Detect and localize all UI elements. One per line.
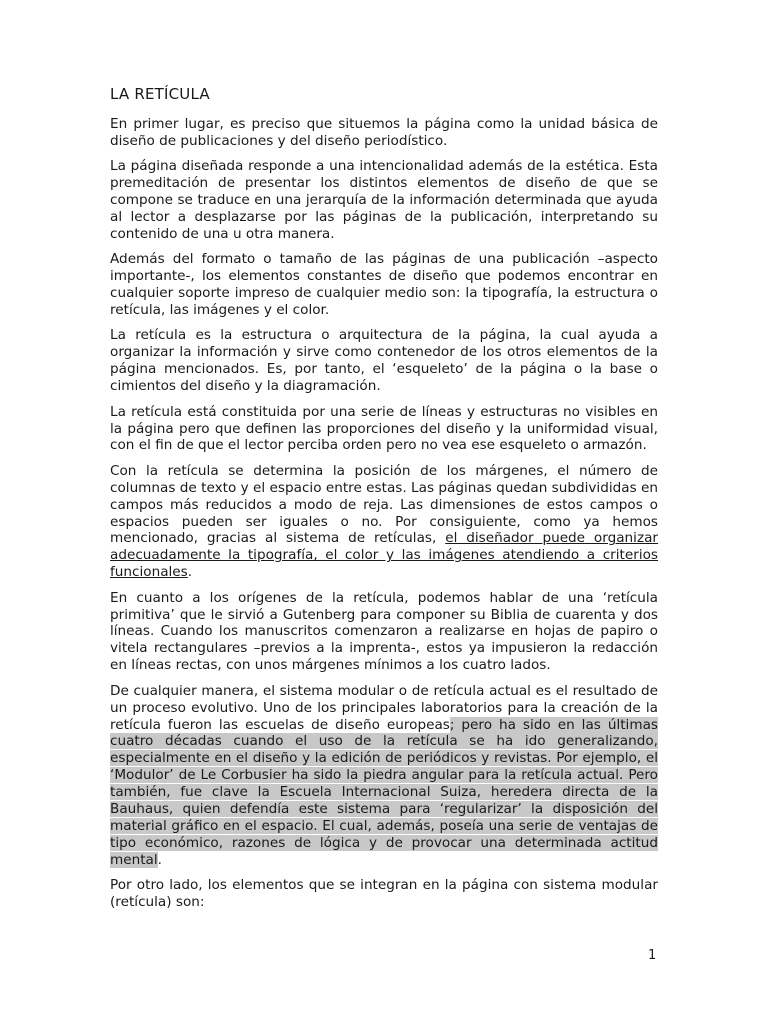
document-page <box>110 84 658 919</box>
paragraph-9: Por otro lado, los elementos que se integran en la página con sistema modular (retícula) son: <box>110 877 658 911</box>
document-title: LA RETÍCULA <box>110 85 210 103</box>
paragraph-8 <box>110 683 658 869</box>
paragraph-1: En primer lugar, es preciso que situemos la página como la unidad básica de diseño de publicaciones y del diseño periodístico. <box>110 116 658 149</box>
paragraph-8-end: . <box>157 851 162 868</box>
paragraph-6-text: Con la retícula se determina la posición de los márgenes, el número de columnas de texto y el espacio entre estas. Las páginas quedan subdivididas en campos más reducidos a modo de reja. Las dimensiones de estos campos o espacios pueden ser iguales o no. Por consiguiente, como ya hemos mencionado, gracias al sistema de retículas, <box>110 462 658 547</box>
paragraph-7: En cuanto a los orígenes de la retícula, podemos hablar de una ‘retícula primitiva’ que le sirvió a Gutenberg para componer su Biblia de cuarenta y dos líneas. Cuando los manuscritos comenzaron a realizarse en hojas de papiro o vitela rectangulares –previos a la imprenta-, estos ya impusieron la redacción en líneas rectas, con unos márgenes mínimos a los cuatro lados. <box>110 589 658 674</box>
paragraph-6-end: . <box>187 564 193 581</box>
paragraph-6-underlined-text: el diseñador puede organizar adecuadamente la tipografía, el color y las imágenes atendiendo a criterios funcionales <box>110 530 659 581</box>
paragraph-6 <box>110 463 658 581</box>
paragraph-8-highlighted-text: ; pero ha sido en las últimas cuatro décadas cuando el uso de la retícula se ha ido generalizando, especialmente en el diseño y la edición de periódicos y revistas. Por ejemplo, el ‘Modulor’ de Le Corbusier ha sido la piedra angular para la retícula actual. Pero también, fue clave la Escuela Internacional Suiza, heredera directa de la Bauhaus, quien defendía este sistema para ‘regularizar’ la disposición del material gráfico en el espacio. El cual, además, poseía una serie de ventajas de tipo económico, razones de lógica y de provocar una determinada actitud mental <box>110 716 658 868</box>
paragraph-4: La retícula es la estructura o arquitectura de la página, la cual ayuda a organizar la información y sirve como contenedor de los otros elementos de la página mencionados. Es, por tanto, el ‘esqueleto’ de la página o la base o cimientos del diseño y la diagramación. <box>110 327 658 395</box>
paragraph-8-text: De cualquier manera, el sistema modular o de retícula actual es el resultado de un proceso evolutivo. Uno de los principales laboratorios para la creación de la retícula fueron las escuelas de diseño europeas <box>110 682 658 733</box>
paragraph-2: La página diseñada responde a una intencionalidad además de la estética. Esta premeditación de presentar los distintos elementos de diseño de que se compone se traduce en una jerarquía de la información determinada que ayuda al lector a desplazarse por las páginas de la publicación, interpretando su contenido de una u otra manera. <box>110 158 658 242</box>
paragraph-5: La retícula está constituida por una serie de líneas y estructuras no visibles en la página pero que definen las proporciones del diseño y la uniformidad visual, con el fin de que el lector perciba orden pero no vea ese esqueleto o armazón. <box>110 403 658 454</box>
paragraph-3: Además del formato o tamaño de las páginas de una publicación –aspecto importante-, los elementos constantes de diseño que podemos encontrar en cualquier soporte impreso de cualquier medio son: la tipografía, la estructura o retícula, las imágenes y el color. <box>110 251 658 319</box>
page-number: 1 <box>648 948 657 963</box>
